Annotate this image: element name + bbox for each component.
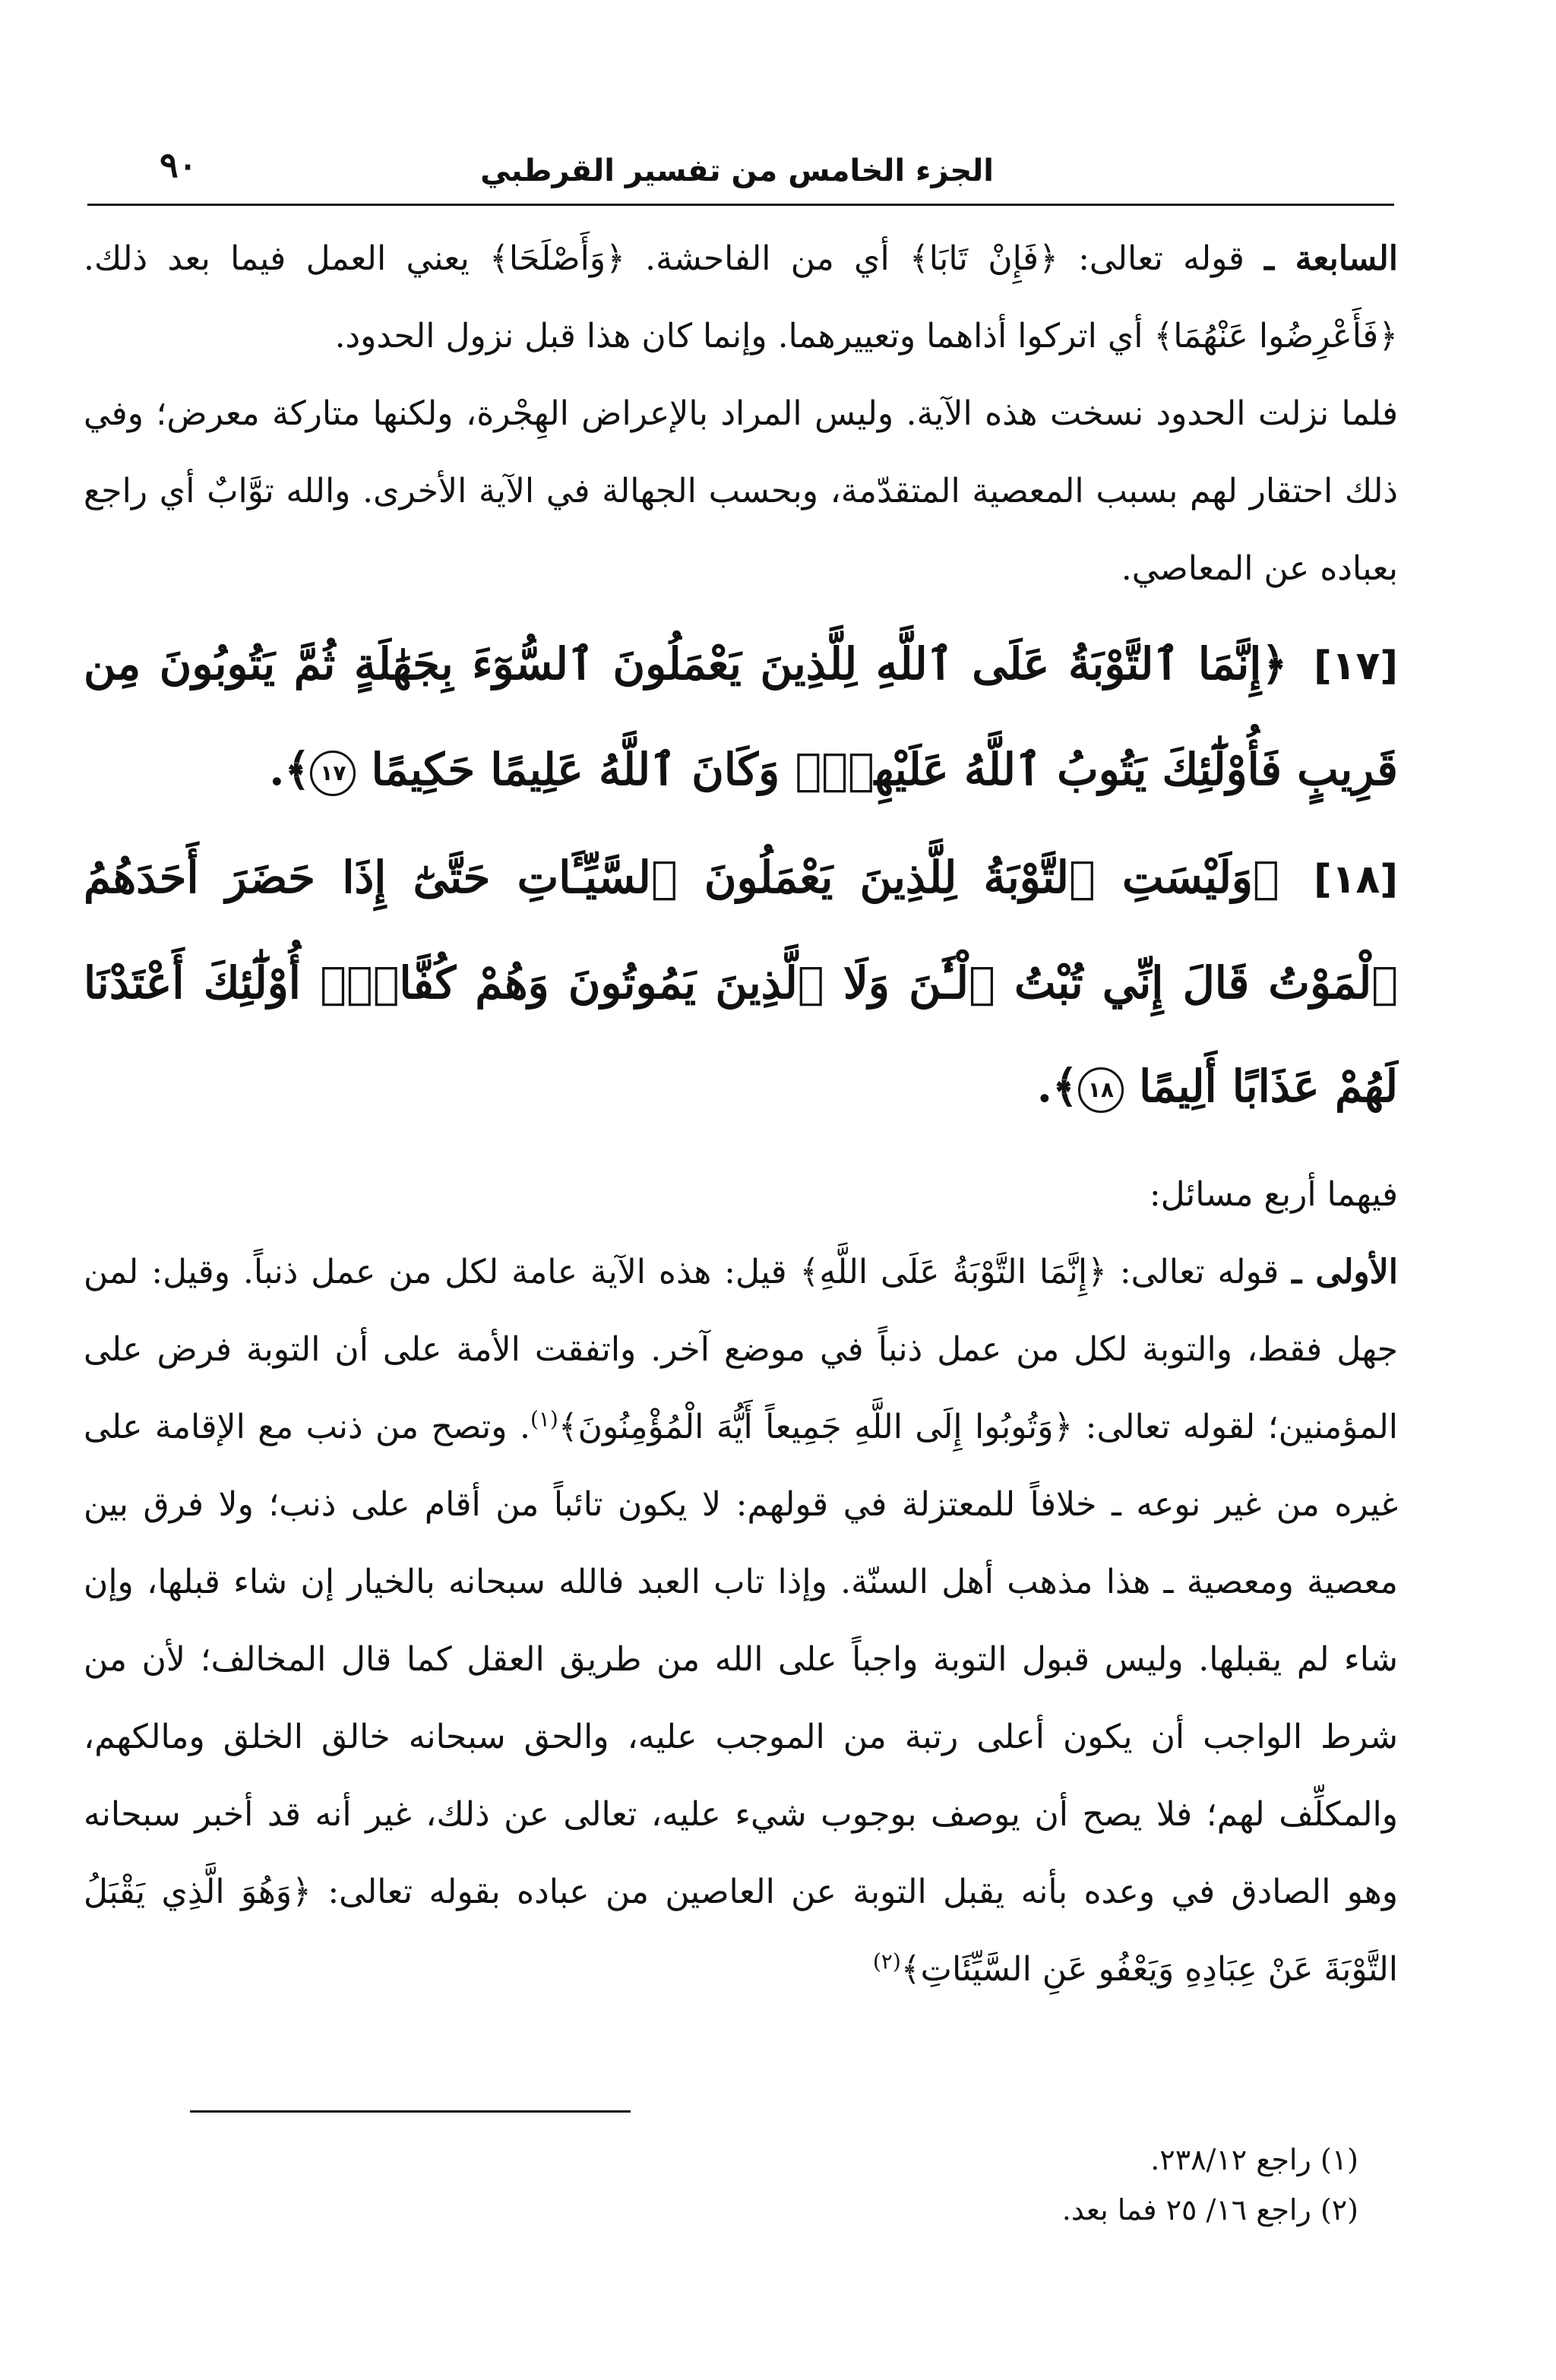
paragraph-seventh-issue (84, 220, 1398, 375)
verse-text: ﴿إِنَّمَا ٱلتَّوْبَةُ عَلَى ٱللَّهِ لِلَّذِينَ يَعْمَلُونَ ٱلسُّوٓءَ بِجَهَٰلَةٍ ثُمَّ يَتُوبُونَ مِن قَرِيبٍ فَأُوْلَٰٓئِكَ يَتُوبُ ٱللَّهُ عَلَيْهِمْۗ وَكَانَ ٱللَّهُ عَلِيمًا حَكِيمًا (84, 638, 1398, 795)
paragraph-text: . وتصح من ذنب مع الإقامة على غيره من غير نوعه ـ خلافاً للمعتزلة في قولهم: لا يكون تائباً من أقام على ذنب؛ ولا فرق بين معصية ومعصية ـ هذا مذهب أهل السنّة. وإذا تاب العبد فالله سبحانه بالخيار إن شاء قبلها، وإن شاء لم يقبلها. وليس قبول التوبة واجباً على الله من طريق العقل كما قال المخالف؛ لأن من شرط الواجب أن يكون أعلى رتبة من الموجب عليه، والحق سبحانه خالق الخلق ومالكهم، والمكلِّف لهم؛ فلا يصح أن يوصف بوجوب شيء عليه، تعالى عن ذلك، غير أنه قد أخبر سبحانه وهو الصادق في وعده بأنه يقبل التوبة عن العاصين من عباده بقوله تعالى: ﴿وَهُوَ الَّذِي يَقْبَلُ التَّوْبَةَ عَنْ عِبَادِهِ وَيَعْفُو عَنِ السَّيِّئَاتِ﴾ (84, 1408, 1399, 1989)
footnote-rule (190, 2110, 631, 2113)
verse-18 (84, 826, 1398, 1138)
paragraph-text: قوله تعالى: ﴿إِنَّمَا التَّوْبَةُ عَلَى اللَّهِ﴾ قيل: هذه الآية عامة لكل من عمل ذنباً. وقيل: لمن جهل فقط، والتوبة لكل من عمل ذنباً في موضع آخر. واتفقت الأمة على أن التوبة فرض على المؤمنين؛ لقوله تعالى: ﴿وَتُوبُوا إِلَى اللَّهِ جَمِيعاً أَيُّهَ الْمُؤْمِنُونَ﴾ (84, 1253, 1398, 1446)
page-header (84, 144, 1390, 198)
issue-lead-first: الأولى ـ (1292, 1253, 1398, 1291)
paragraph-first-issue (84, 1234, 1398, 2009)
paragraph-text: قوله تعالى: ﴿فَإِنْ تَابَا﴾ أي من الفاحشة. ﴿وَأَصْلَحَا﴾ يعني العمل فيما بعد ذلك. ﴿فَأَعْرِضُوا عَنْهُمَا﴾ أي اتركوا أذاهما وتعييرهما. وإنما كان هذا قبل نزول الحدود. (84, 239, 1398, 356)
running-title: الجزء الخامس من تفسير القرطبي (480, 153, 994, 188)
verse-close: ﴾. (1036, 1060, 1078, 1112)
page-body (84, 220, 1398, 2009)
page-number: ٩٠ (160, 144, 198, 185)
paragraph-abrogation: فلما نزلت الحدود نسخت هذه الآية. وليس المراد بالإعراض الهِجْرة، ولكنها متاركة معرض؛ وفي ذلك احتقار لهم بسبب المعصية المتقدّمة، وبحسب الجهالة في الآية الأخرى. والله توَّابٌ أي راجع بعباده عن المعاصي. (84, 394, 1398, 588)
verse-number: [١٧] (1313, 643, 1398, 689)
ayah-end-mark: ١٧ (310, 751, 356, 796)
section-intro: فيهما أربع مسائل: (1149, 1175, 1398, 1214)
footnote-2: (٢) راجع ١٦/ ٢٥ فما بعد. (1061, 2193, 1358, 2227)
header-rule (87, 204, 1394, 206)
ayah-end-mark: ١٨ (1078, 1067, 1124, 1113)
verse-17 (84, 612, 1398, 821)
footnote-1: (١) راجع ٢٣٨/١٢. (1150, 2143, 1358, 2176)
verse-number: [١٨] (1313, 857, 1398, 902)
issue-lead-seventh: السابعة ـ (1264, 239, 1399, 278)
footnote-marker-2[interactable]: (٢) (872, 1949, 901, 1974)
verse-close: ﴾. (269, 744, 311, 795)
verse-text: ﴿وَلَيْسَتِ ٱلتَّوْبَةُ لِلَّذِينَ يَعْمَلُونَ ٱلسَّيِّـَٔاتِ حَتَّىٰٓ إِذَا حَضَرَ أَحَدَهُمُ ٱلْمَوْتُ قَالَ إِنِّي تُبْتُ ٱلْـَٰٔنَ وَلَا ٱلَّذِينَ يَمُوتُونَ وَهُمْ كُفَّارٌۚ أُوْلَٰٓئِكَ أَعْتَدْنَا لَهُمْ عَذَابًا أَلِيمًا (84, 852, 1398, 1112)
footnotes (675, 2135, 1358, 2235)
footnote-marker-1[interactable]: (١) (530, 1406, 558, 1432)
